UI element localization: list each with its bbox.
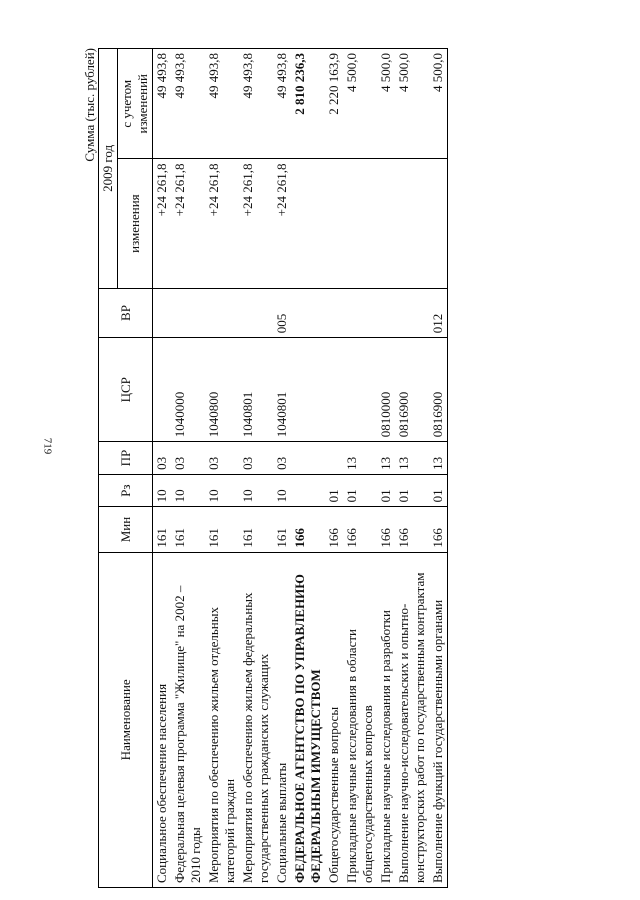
table-row (343, 49, 377, 888)
table-row (153, 49, 172, 888)
header-pr: ПР (99, 442, 153, 475)
budget-table (98, 48, 448, 888)
cell-changes (429, 159, 448, 288)
cell-name: Общегосударственные вопросы (325, 552, 343, 887)
cell-total: 49 493,8 (273, 49, 291, 159)
cell-vr (377, 288, 395, 337)
cell-csr: 0810000 (377, 338, 395, 442)
cell-rz: 10 (171, 474, 205, 507)
cell-total: 49 493,8 (153, 49, 172, 159)
table-row (325, 49, 343, 888)
cell-name: Мероприятия по обеспечению жильем отдельных категорий граждан (205, 552, 239, 887)
cell-pr: 03 (273, 442, 291, 475)
cell-total: 4 500,0 (377, 49, 395, 159)
table-row (377, 49, 395, 888)
header-total: с учетом изменений (118, 49, 153, 159)
cell-name: Социальные выплаты (273, 552, 291, 887)
header-name: Наименование (99, 552, 153, 887)
cell-csr: 1040800 (205, 338, 239, 442)
cell-rz: 01 (343, 474, 377, 507)
cell-min: 161 (273, 507, 291, 552)
page-number: 719 (41, 437, 54, 455)
table-header (99, 49, 153, 888)
cell-pr: 03 (239, 442, 273, 475)
cell-csr: 0816900 (429, 338, 448, 442)
cell-csr (325, 338, 343, 442)
cell-csr: 0816900 (395, 338, 429, 442)
cell-total: 49 493,8 (171, 49, 205, 159)
cell-vr (239, 288, 273, 337)
cell-name: Федеральная целевая программа "Жилище" на 2002 – 2010 годы (171, 552, 205, 887)
cell-total: 49 493,8 (205, 49, 239, 159)
cell-rz: 10 (153, 474, 172, 507)
cell-min: 166 (325, 507, 343, 552)
cell-rz: 01 (377, 474, 395, 507)
cell-pr: 13 (377, 442, 395, 475)
cell-pr: 13 (395, 442, 429, 475)
header-rz: Рз (99, 474, 153, 507)
cell-total: 4 500,0 (343, 49, 377, 159)
table-row (205, 49, 239, 888)
cell-vr (343, 288, 377, 337)
cell-changes: +24 261,8 (153, 159, 172, 288)
table-row (429, 49, 448, 888)
cell-min: 166 (377, 507, 395, 552)
cell-rz: 10 (205, 474, 239, 507)
cell-min: 166 (291, 507, 325, 552)
cell-pr: 03 (153, 442, 172, 475)
cell-name: Выполнение научно-исследовательских и опытно-конструкторских работ по государственным контрактам (395, 552, 429, 887)
cell-total: 4 500,0 (395, 49, 429, 159)
cell-name: ФЕДЕРАЛЬНОЕ АГЕНТСТВО ПО УПРАВЛЕНИЮ ФЕДЕРАЛЬНЫМ ИМУЩЕСТВОМ (291, 552, 325, 887)
cell-changes: +24 261,8 (205, 159, 239, 288)
cell-name: Социальное обеспечение населения (153, 552, 172, 887)
table-row (171, 49, 205, 888)
cell-vr (291, 288, 325, 337)
cell-pr: 13 (429, 442, 448, 475)
cell-changes: +24 261,8 (239, 159, 273, 288)
cell-min: 166 (343, 507, 377, 552)
cell-vr (171, 288, 205, 337)
header-min: Мин (99, 507, 153, 552)
table-row (273, 49, 291, 888)
table-row (395, 49, 429, 888)
cell-csr (291, 338, 325, 442)
cell-rz: 10 (239, 474, 273, 507)
cell-pr: 03 (205, 442, 239, 475)
cell-csr (153, 338, 172, 442)
cell-pr: 13 (343, 442, 377, 475)
header-csr: ЦСР (99, 338, 153, 442)
cell-min: 161 (239, 507, 273, 552)
cell-vr (205, 288, 239, 337)
cell-changes (325, 159, 343, 288)
cell-pr: 03 (171, 442, 205, 475)
cell-min: 166 (395, 507, 429, 552)
cell-csr: 1040000 (171, 338, 205, 442)
cell-changes (291, 159, 325, 288)
header-changes: изменения (118, 159, 153, 288)
cell-rz: 10 (273, 474, 291, 507)
cell-total: 2 220 163,9 (325, 49, 343, 159)
cell-rz: 01 (429, 474, 448, 507)
cell-name: Прикладные научные исследования в области общегосударственных вопросов (343, 552, 377, 887)
cell-rz: 01 (395, 474, 429, 507)
cell-vr (325, 288, 343, 337)
table-body (153, 49, 448, 888)
cell-min: 161 (171, 507, 205, 552)
cell-rz (291, 474, 325, 507)
cell-min: 161 (205, 507, 239, 552)
cell-changes (343, 159, 377, 288)
cell-pr (325, 442, 343, 475)
cell-name: Прикладные научные исследования и разработки (377, 552, 395, 887)
cell-vr: 012 (429, 288, 448, 337)
cell-total: 49 493,8 (239, 49, 273, 159)
cell-csr: 1040801 (273, 338, 291, 442)
table-row (291, 49, 325, 888)
unit-label: Сумма (тыс. рублей) (82, 48, 97, 162)
cell-csr (343, 338, 377, 442)
cell-vr: 005 (273, 288, 291, 337)
cell-total: 2 810 236,3 (291, 49, 325, 159)
cell-rz: 01 (325, 474, 343, 507)
cell-name: Мероприятия по обеспечению жильем федеральных государственных гражданских служащих (239, 552, 273, 887)
cell-min: 161 (153, 507, 172, 552)
cell-csr: 1040801 (239, 338, 273, 442)
cell-pr (291, 442, 325, 475)
cell-min: 166 (429, 507, 448, 552)
header-year: 2009 год (99, 49, 118, 289)
cell-changes: +24 261,8 (171, 159, 205, 288)
budget-table-sheet (82, 48, 582, 888)
cell-changes: +24 261,8 (273, 159, 291, 288)
cell-vr (395, 288, 429, 337)
cell-changes (377, 159, 395, 288)
cell-name: Выполнение функций государственными органами (429, 552, 448, 887)
cell-vr (153, 288, 172, 337)
table-row (239, 49, 273, 888)
cell-total: 4 500,0 (429, 49, 448, 159)
header-vr: ВР (99, 288, 153, 337)
cell-changes (395, 159, 429, 288)
